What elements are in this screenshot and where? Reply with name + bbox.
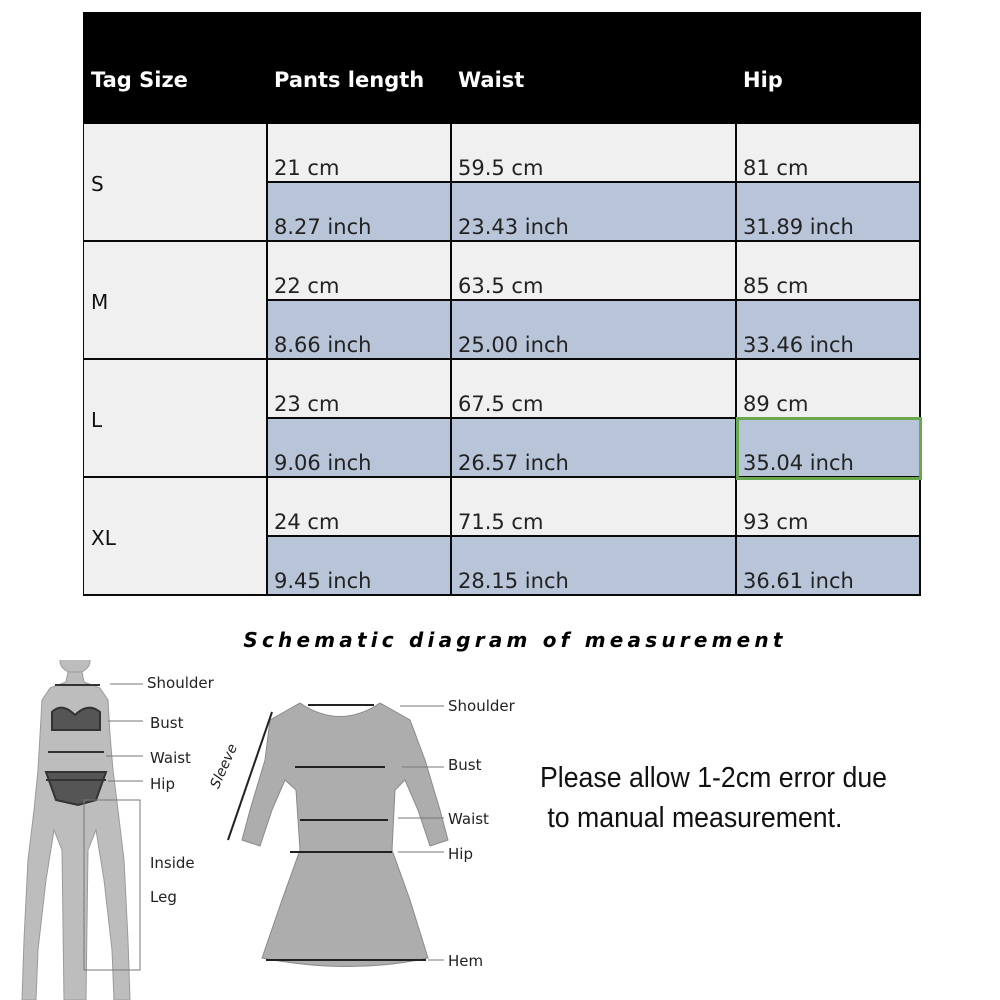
cell-value: 21 cm (274, 156, 340, 180)
cell-value: 23 cm (274, 392, 340, 416)
cell-value: 24 cm (274, 510, 340, 534)
cell-value: 8.27 inch (274, 215, 372, 239)
table-cell-cm (452, 124, 737, 183)
dress-label-waist: Waist (448, 810, 489, 828)
dress-label-sleeve: Sleeve (207, 741, 242, 791)
table-cell-cm (737, 124, 921, 183)
measurement-note (540, 758, 887, 838)
table-cell-cm (452, 478, 737, 537)
table-cell-cm (452, 242, 737, 301)
cell-value: 26.57 inch (458, 451, 569, 475)
header-hip: Hip (743, 68, 783, 92)
table-cell-inch (452, 537, 737, 596)
table-cell-cm (737, 242, 921, 301)
body-figure (22, 660, 130, 1000)
header-pants-length: Pants length (274, 68, 425, 92)
table-cell-inch (452, 419, 737, 478)
diagram-title: Schematic diagram of measurement (243, 628, 787, 652)
table-cell-inch (737, 537, 921, 596)
cell-value: 81 cm (743, 156, 809, 180)
cell-value: 93 cm (743, 510, 809, 534)
note-line-2: to manual measurement. (547, 802, 843, 834)
table-cell-inch (737, 301, 921, 360)
cell-value: 9.45 inch (274, 569, 372, 593)
cell-value: 67.5 cm (458, 392, 544, 416)
cell-value: 33.46 inch (743, 333, 854, 357)
tag-size-label: XL (91, 526, 116, 550)
table-cell-inch (452, 301, 737, 360)
dress-label-bust: Bust (448, 756, 482, 774)
dress-label-hem: Hem (448, 952, 484, 970)
table-cell-cm (268, 360, 452, 419)
header-waist: Waist (458, 68, 525, 92)
size-table (83, 12, 921, 597)
table-body (83, 124, 921, 597)
cell-value: 71.5 cm (458, 510, 544, 534)
body-label-waist: Waist (150, 749, 191, 767)
cell-value: 59.5 cm (458, 156, 544, 180)
body-label-bust: Bust (150, 714, 184, 732)
dress-label-hip: Hip (448, 845, 473, 863)
table-cell-inch (737, 183, 921, 242)
body-label-shoulder: Shoulder (147, 674, 214, 692)
cell-value: 85 cm (743, 274, 809, 298)
table-cell-inch (268, 301, 452, 360)
cell-value: 9.06 inch (274, 451, 372, 475)
body-label-hip: Hip (150, 775, 175, 793)
tag-size-cell (83, 360, 268, 478)
cell-value: 8.66 inch (274, 333, 372, 357)
cell-value: 28.15 inch (458, 569, 569, 593)
table-cell-inch (737, 419, 921, 478)
table-cell-cm (268, 242, 452, 301)
cell-value: 63.5 cm (458, 274, 544, 298)
cell-value: 31.89 inch (743, 215, 854, 239)
table-header (83, 12, 921, 124)
tag-size-label: M (91, 290, 109, 314)
table-cell-cm (737, 478, 921, 537)
table-cell-inch (268, 537, 452, 596)
table-cell-inch (452, 183, 737, 242)
table-cell-cm (452, 360, 737, 419)
body-label-leg: Leg (150, 888, 177, 906)
cell-value: 23.43 inch (458, 215, 569, 239)
table-cell-inch (268, 419, 452, 478)
tag-size-cell (83, 478, 268, 596)
table-cell-cm (268, 124, 452, 183)
note-line-1: Please allow 1-2cm error due (540, 762, 887, 794)
cell-value: 35.04 inch (743, 451, 854, 475)
tag-size-cell (83, 242, 268, 360)
cell-value: 36.61 inch (743, 569, 854, 593)
tag-size-label: L (91, 408, 103, 432)
cell-value: 25.00 inch (458, 333, 569, 357)
cell-value: 22 cm (274, 274, 340, 298)
dress-figure (242, 703, 448, 967)
table-cell-cm (737, 360, 921, 419)
cell-value: 89 cm (743, 392, 809, 416)
tag-size-cell (83, 124, 268, 242)
dress-label-shoulder: Shoulder (448, 697, 515, 715)
tag-size-label: S (91, 172, 104, 196)
body-label-inside: Inside (150, 854, 195, 872)
table-cell-inch (268, 183, 452, 242)
header-tag-size: Tag Size (91, 68, 188, 92)
table-cell-cm (268, 478, 452, 537)
